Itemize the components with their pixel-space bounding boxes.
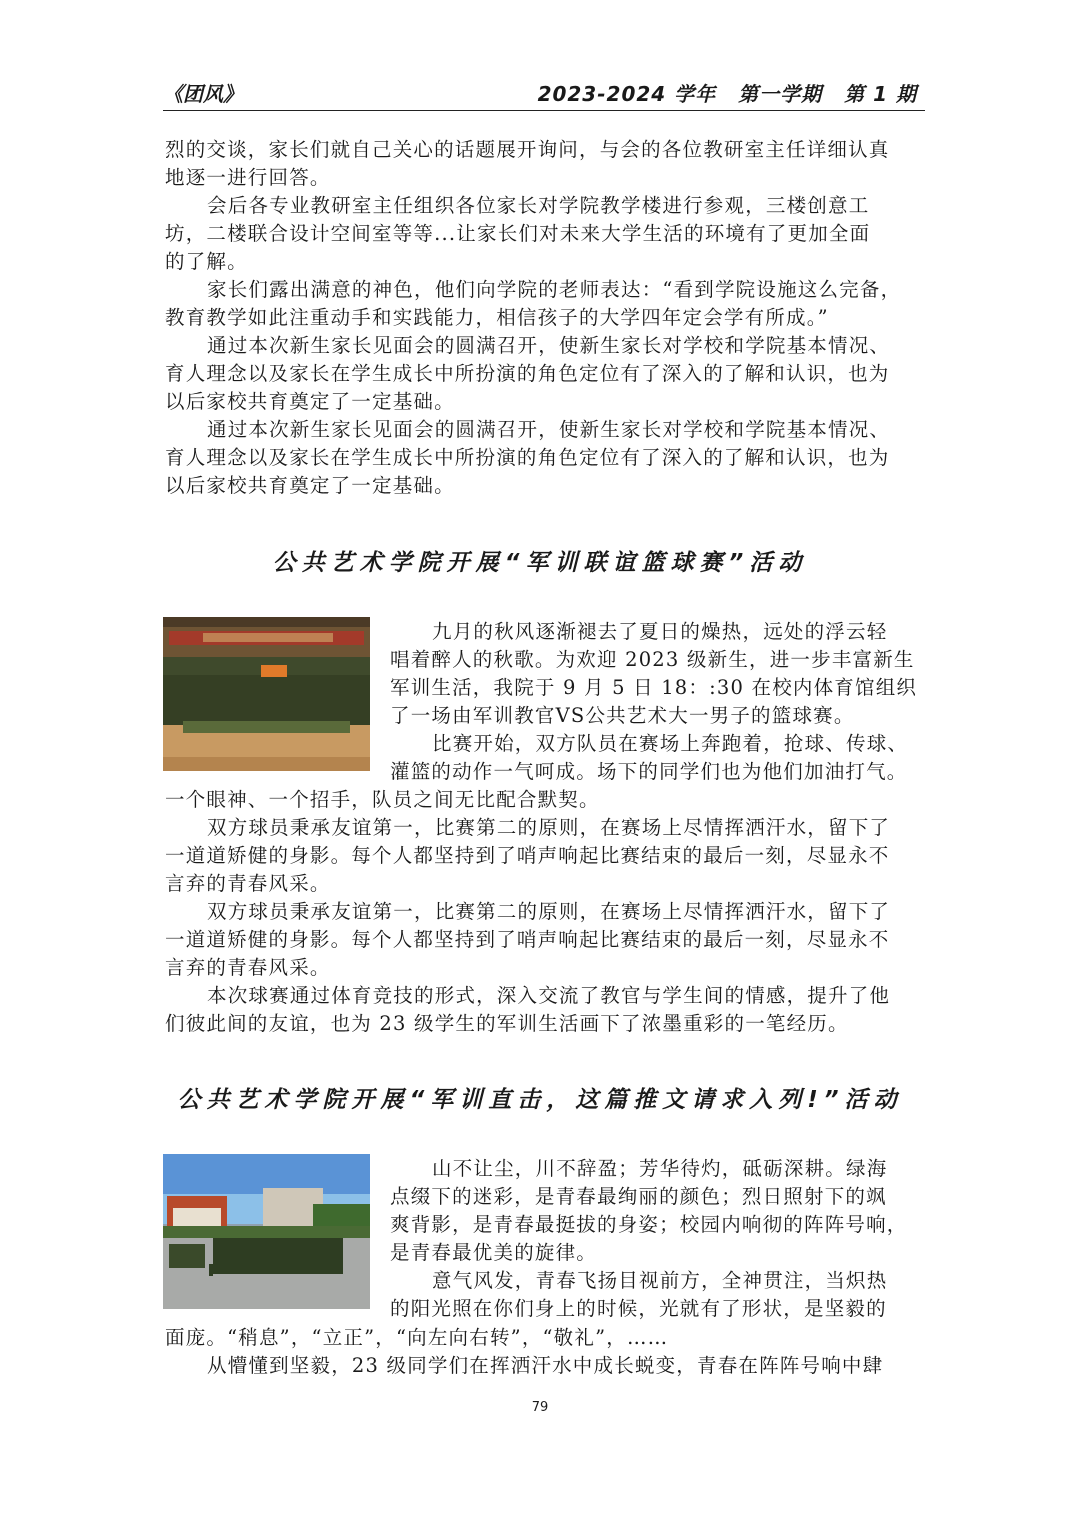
text-line: 爽背影，是青春最挺拔的身姿；校园内响彻的阵阵号响， (390, 1213, 908, 1236)
text-line: 山不让尘，川不辞盈；芳华待灼，砥砺深耕。绿海 (432, 1157, 888, 1180)
issue-info (516, 78, 917, 107)
text-line: 通过本次新生家长见面会的圆满召开，使新生家长对学校和学院基本情况、 (207, 334, 891, 357)
text-line: 以后家校共育奠定了一定基础。 (165, 390, 455, 413)
text-line: 言弃的青春风采。 (165, 956, 331, 979)
text-line: 军训生活，我院于 9 月 5 日 18：:30 在校内体育馆组织 (390, 676, 918, 699)
header-rule (163, 110, 925, 111)
text-line: 以后家校共育奠定了一定基础。 (165, 474, 455, 497)
text-line: 了一场由军训教官VS公共艺术大一男子的篮球赛。 (390, 704, 855, 727)
text-line: 意气风发，青春飞扬目视前方，全神贯注，当炽热 (432, 1269, 888, 1292)
text-line: 会后各专业教研室主任组织各位家长对学院教学楼进行参观，三楼创意工 (207, 194, 870, 217)
issue-number: 第 1 期 (844, 82, 917, 106)
school-year: 2023-2024 学年 (537, 82, 717, 106)
text-line: 双方球员秉承友谊第一，比赛第二的原则，在赛场上尽情挥洒汗水，留下了 (207, 816, 891, 839)
text-line: 烈的交谈，家长们就自己关心的话题展开询问，与会的各位教研室主任详细认真 (165, 138, 890, 161)
text-line: 唱着醉人的秋歌。为欢迎 2023 级新生，进一步丰富新生 (390, 648, 915, 671)
paragraph (165, 136, 915, 500)
text-line: 教育教学如此注重动手和实践能力，相信孩子的大学四年定会学有所成。” (165, 306, 829, 329)
page-header (163, 78, 923, 110)
text-line: 坊，二楼联合设计空间室等等...让家长们对未来大学生活的环境有了更加全面 (165, 222, 871, 245)
journal-name: 《团风》 (163, 82, 243, 106)
text-line: 面庞。“稍息”，“立正”，“向左向右转”，“敬礼”，…… (165, 1326, 669, 1349)
text-line: 比赛开始，双方队员在赛场上奔跑着，抢球、传球、 (432, 732, 909, 755)
text-line: 九月的秋风逐渐褪去了夏日的燥热，远处的浮云轻 (432, 620, 888, 643)
paragraph (390, 1155, 915, 1323)
text-line: 点缀下的迷彩，是青春最绚丽的颜色；烈日照射下的飒 (390, 1185, 887, 1208)
text-line: 一道道矫健的身影。每个人都坚持到了哨声响起比赛结束的最后一刻，尽显永不 (165, 928, 890, 951)
paragraph (165, 1324, 915, 1380)
text-line: 灌篮的动作一气呵成。场下的同学们也为他们加油打气。 (390, 760, 908, 783)
article-title: 公共艺术学院开展“军训直击，这篇推文请求入列!”活动 (177, 1087, 903, 1113)
text-line: 的了解。 (165, 250, 248, 273)
military-training-photo (163, 1154, 370, 1309)
basketball-group-photo (163, 617, 370, 771)
text-line: 一个眼神、一个招手，队员之间无比配合默契。 (165, 788, 600, 811)
text-line: 育人理念以及家长在学生成长中所扮演的角色定位有了深入的了解和认识，也为 (165, 446, 890, 469)
text-line: 地逐一进行回答。 (165, 166, 331, 189)
text-line: 的阳光照在你们身上的时候，光就有了形状，是坚毅的 (390, 1297, 887, 1320)
article-title: 公共艺术学院开展“军训联谊篮球赛”活动 (272, 550, 808, 576)
page-number: 79 (531, 1400, 549, 1415)
text-line: 本次球赛通过体育竞技的形式，深入交流了教官与学生间的情感，提升了他 (207, 984, 891, 1007)
text-line: 通过本次新生家长见面会的圆满召开，使新生家长对学校和学院基本情况、 (207, 418, 891, 441)
text-line: 双方球员秉承友谊第一，比赛第二的原则，在赛场上尽情挥洒汗水，留下了 (207, 900, 891, 923)
text-line: 一道道矫健的身影。每个人都坚持到了哨声响起比赛结束的最后一刻，尽显永不 (165, 844, 890, 867)
paragraph (390, 618, 918, 786)
text-line: 育人理念以及家长在学生成长中所扮演的角色定位有了深入的了解和认识，也为 (165, 362, 890, 385)
text-line: 从懵懂到坚毅，23 级同学们在挥洒汗水中成长蜕变，青春在阵阵号响中肆 (207, 1354, 884, 1377)
text-line: 是青春最优美的旋律。 (390, 1241, 598, 1264)
text-line: 言弃的青春风采。 (165, 872, 331, 895)
paragraph (165, 786, 915, 1038)
term: 第一学期 (738, 82, 823, 106)
text-line: 们彼此间的友谊，也为 23 级学生的军训生活画下了浓墨重彩的一笔经历。 (165, 1012, 849, 1035)
text-line: 家长们露出满意的神色，他们向学院的老师表达：“看到学院设施这么完备， (207, 278, 902, 301)
